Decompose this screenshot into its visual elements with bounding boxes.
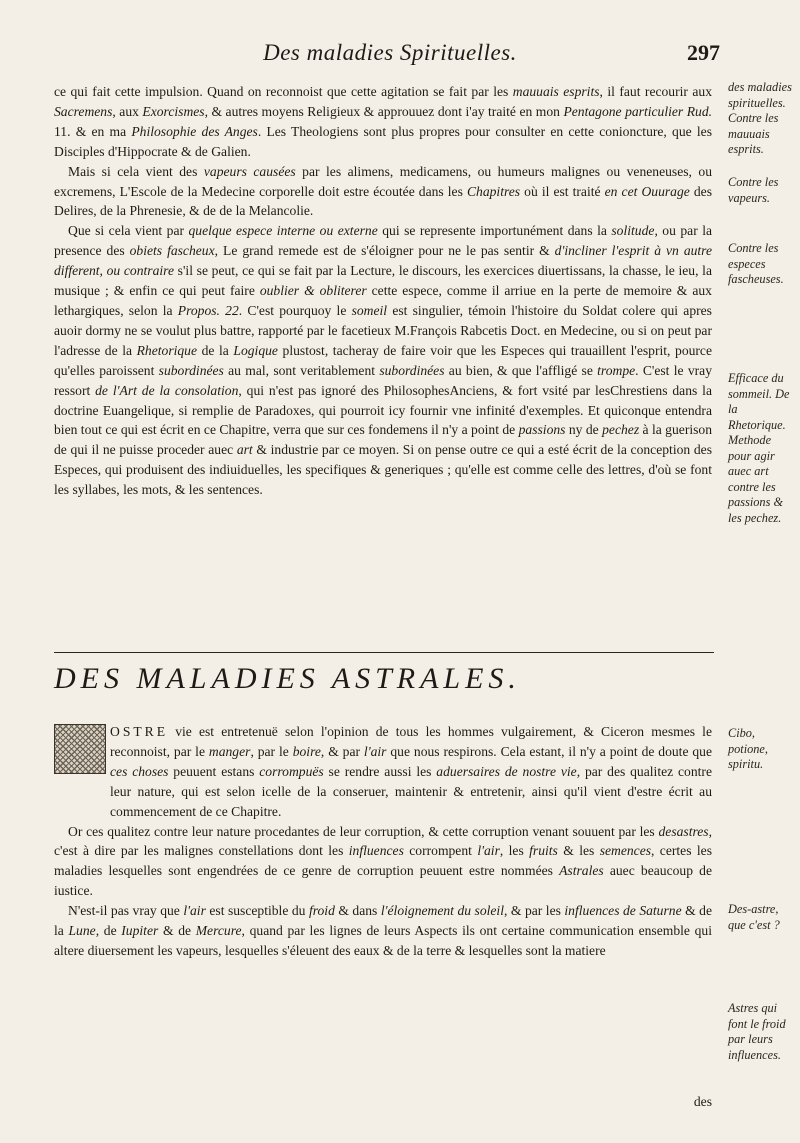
italic-text: mauuais esprits bbox=[512, 84, 600, 99]
section-heading: DES MALADIES ASTRALES. bbox=[54, 662, 521, 695]
italic-text: oublier & obliterer bbox=[259, 283, 367, 299]
text-run: , qui n'est pas ignoré des PhilosophesAnciens, & fort vsité par lesChrestiens dans la doctrine Euangelique, si remplie de Paradoxes, qui pourroit icy fournir vne infinité d'exemples. Et quiconque entendra bien tout ce qui est écrit en ce Chapitre, verra que sur ces fondemens il n'y a point de bbox=[54, 382, 712, 438]
text-run: à la guerison de qui il ne puisse proceder auec bbox=[54, 422, 713, 458]
italic-text: Sacremens bbox=[54, 103, 113, 119]
margin-note-astres: Astres qui font le froid par leurs influences. bbox=[728, 1001, 786, 1062]
italic-text: subordinées bbox=[379, 362, 445, 378]
text-run: ce qui fait cette impulsion. Quand on reconnoist que cette agitation se fait par les bbox=[54, 84, 513, 99]
text-run: ny de bbox=[565, 422, 603, 438]
italic-text: Rhetorique bbox=[136, 342, 198, 358]
italic-text: l'air bbox=[477, 843, 500, 859]
text-run: , les bbox=[499, 843, 530, 859]
text-run: s'il se peut, ce qui se fait par la Lecture, le discours, les exercices diuertissans, la chasse, le ieu, la musique ; & enfin ce qui peut faire bbox=[54, 263, 712, 299]
lead-word: OSTRE bbox=[110, 724, 169, 739]
text-run: . C'est le vray ressort bbox=[54, 362, 712, 398]
italic-text: Exorcismes bbox=[142, 103, 205, 119]
section-text bbox=[54, 722, 712, 961]
italic-text: Astrales bbox=[559, 863, 604, 879]
text-run: , par des qualitez contre leur nature, qui est selon icelle de la conseruer, maintenir & entretenir, ainsi qu'il vient d'estre écrit au commencement de ce Chapitre. bbox=[110, 763, 712, 819]
text-run: & industrie par ce moyen. Si on pense outre ce qui a esté écrit de la conception des Especes, qui produisent des indiuiduelles, les specifiques & generiques ; qu'elle est comme celle des lettres, d'où se font les syllabes, les mots, & les sentences. bbox=[54, 442, 712, 498]
paragraph-3 bbox=[54, 221, 712, 500]
text-run: des Delires, de la Phrenesie, & de de la Melancolie. bbox=[54, 183, 712, 219]
italic-text: art bbox=[236, 442, 253, 458]
italic-text: solitude bbox=[611, 223, 655, 239]
italic-text: Logique bbox=[233, 342, 278, 358]
margin-note-sommeil: Efficace du sommeil. De la Rhetorique. Methode pour agir auec art contre les passions & les pechez. bbox=[728, 371, 790, 525]
italic-text: semences bbox=[599, 843, 652, 859]
italic-text: desastres bbox=[658, 823, 709, 839]
text-run: Or ces qualitez contre leur nature procedantes de leur corruption, & cette corruption venant souuent par les bbox=[68, 823, 659, 839]
text-run: N'est-il pas vray que bbox=[68, 903, 184, 919]
section-divider bbox=[54, 652, 714, 653]
text-run: plustost, tacheray de faire voir que les Especes qui trauaillent l'esprit, pource qu'elles paroissent bbox=[54, 342, 713, 378]
text-run: que nous respirons. Cela estant, il n'y a point de doute que bbox=[386, 743, 713, 759]
margin-note-cibo: Cibo, potione, spiritu. bbox=[728, 726, 768, 771]
page-header bbox=[60, 40, 720, 74]
section-paragraph-3 bbox=[54, 901, 712, 961]
text-run: , de bbox=[95, 923, 122, 939]
italic-text: Pentagone particulier Rud. bbox=[563, 103, 713, 119]
text-run: , quand par les lignes de leurs Aspects ils ont certaine communication ensemble qui altere diuersement les vapeurs, lesquelles s'éleuent des eaux & de la terre & lesquelles sont la matiere bbox=[54, 923, 712, 958]
italic-text: Philosophie des Anges bbox=[131, 123, 258, 139]
text-run: Mais si cela vient des bbox=[68, 163, 204, 179]
text-run: , certes les maladies lesquelles sont engendrées de ce genre de corruption peuuent estre nommées bbox=[54, 843, 712, 879]
italic-text: subordinées bbox=[158, 362, 224, 378]
section-paragraph-1 bbox=[54, 722, 712, 822]
italic-text: passions bbox=[518, 422, 566, 438]
text-run: , Le grand remede est de s'éloigner pour ne le pas sentir & bbox=[214, 243, 555, 259]
text-run: , & par les bbox=[504, 903, 565, 919]
text-run: 11. & en ma bbox=[54, 123, 132, 139]
italic-text: trompe bbox=[597, 362, 636, 378]
text-run: est singulier, témoin l'histoire du Soldat colere qui apres auoir dormy ne se voulut plus battre, rapporté par le facetieux M.François Rabcetis Doct. en Medecine, ou si on peut par l'adresse de la bbox=[54, 302, 712, 358]
text-run: , c'est à dire par les malignes constellations dont les bbox=[54, 823, 712, 859]
text-run: auec beaucoup de iustice. bbox=[54, 863, 712, 899]
text-run: . C'est pourquoy le bbox=[238, 302, 352, 318]
text-run: , il faut recourir aux bbox=[599, 84, 712, 99]
italic-text: Chapitres bbox=[466, 183, 521, 199]
section-paragraph-1-text bbox=[110, 724, 712, 819]
italic-text: corrompuës bbox=[259, 763, 324, 779]
text-run: , par le bbox=[250, 743, 293, 759]
italic-text: l'éloignement du soleil bbox=[380, 903, 504, 919]
text-run: où il est traité bbox=[520, 183, 605, 199]
italic-text: l'air bbox=[363, 743, 387, 759]
text-run: & dans bbox=[334, 903, 381, 919]
italic-text: de l'Art de la consolation bbox=[95, 382, 239, 398]
italic-text: Lune bbox=[68, 923, 96, 939]
paragraph-1 bbox=[54, 82, 712, 162]
text-run: vie est entretenuë selon l'opinion de tous les hommes vulgairement, & Ciceron mesmes le reconnoist, par le bbox=[110, 724, 712, 759]
margin-note-desastre: Des-astre, que c'est ? bbox=[728, 902, 780, 932]
text-run: Que si cela vient par bbox=[68, 223, 189, 239]
text-run: est susceptible du bbox=[205, 903, 309, 919]
text-run: peuuent estans bbox=[168, 763, 260, 779]
italic-text: froid bbox=[308, 903, 335, 919]
italic-text: l'air bbox=[183, 903, 206, 919]
italic-text: Iupiter bbox=[121, 923, 159, 939]
main-text bbox=[54, 82, 712, 500]
running-title: Des maladies Spirituelles. bbox=[263, 40, 517, 65]
italic-text: en cet Ouurage bbox=[604, 183, 690, 199]
italic-text: boire bbox=[292, 743, 321, 759]
margin-note-vapeurs: Contre les vapeurs. bbox=[728, 175, 779, 205]
italic-text: pechez bbox=[602, 422, 640, 438]
italic-text: ces choses bbox=[110, 763, 169, 779]
text-run: , aux bbox=[112, 103, 143, 119]
text-run: se rendre aussi les bbox=[323, 763, 437, 779]
text-run: qui se represente importunément dans la bbox=[377, 223, 612, 239]
paragraph-2 bbox=[54, 162, 712, 222]
text-run: de la bbox=[197, 342, 234, 358]
italic-text: Propos. 22 bbox=[177, 302, 239, 318]
text-run: au mal, sont veritablement bbox=[223, 362, 380, 378]
italic-text: quelque espece interne ou externe bbox=[188, 223, 378, 239]
section-paragraph-2 bbox=[54, 822, 712, 902]
italic-text: influences de Saturne bbox=[564, 903, 682, 919]
margin-note-mauuais: des maladies spirituelles. Contre les mauuais esprits. bbox=[728, 80, 792, 156]
text-run: au bien, & que l'affligé se bbox=[444, 362, 598, 378]
text-run: . Les Theologiens sont plus propres pour consulter en cette conioncture, que les Disciples d'Hippocrate & de Galien. bbox=[54, 123, 712, 159]
italic-text: someil bbox=[351, 302, 388, 318]
margin-note-especes: Contre les especes fascheuses. bbox=[728, 241, 784, 286]
text-run: & de la bbox=[54, 903, 712, 939]
catchword: des bbox=[693, 1094, 712, 1109]
italic-text: manger bbox=[208, 743, 251, 759]
text-run: , ou par la presence des bbox=[54, 223, 713, 259]
page-number: 297 bbox=[687, 40, 720, 65]
italic-text: fruits bbox=[529, 843, 558, 859]
initial-space bbox=[54, 722, 110, 804]
text-run: corrompent bbox=[403, 843, 478, 859]
text-run: , & autres moyens Religieux & approuuez dont i'ay traité en mon bbox=[204, 103, 564, 119]
text-run: & les bbox=[557, 843, 600, 859]
italic-text: obiets fascheux bbox=[129, 243, 215, 259]
italic-text: d'incliner l'esprit à vn autre different, ou contraire bbox=[54, 243, 713, 279]
italic-text: vapeurs causées bbox=[203, 163, 296, 179]
italic-text: aduersaires de nostre vie bbox=[436, 763, 577, 779]
italic-text: Mercure bbox=[195, 923, 242, 939]
text-run: & de bbox=[158, 923, 196, 939]
text-run: , & par bbox=[320, 743, 364, 759]
italic-text: influences bbox=[348, 843, 404, 859]
text-run: cette espece, comme il arriue en la perte de memoire & aux lethargiques, selon la bbox=[54, 283, 712, 318]
text-run: par les alimens, medicamens, ou humeurs malignes ou veneneuses, ou excremens, L'Escole de la Medecine corporelle doit estre écoutée dans les bbox=[54, 163, 713, 199]
